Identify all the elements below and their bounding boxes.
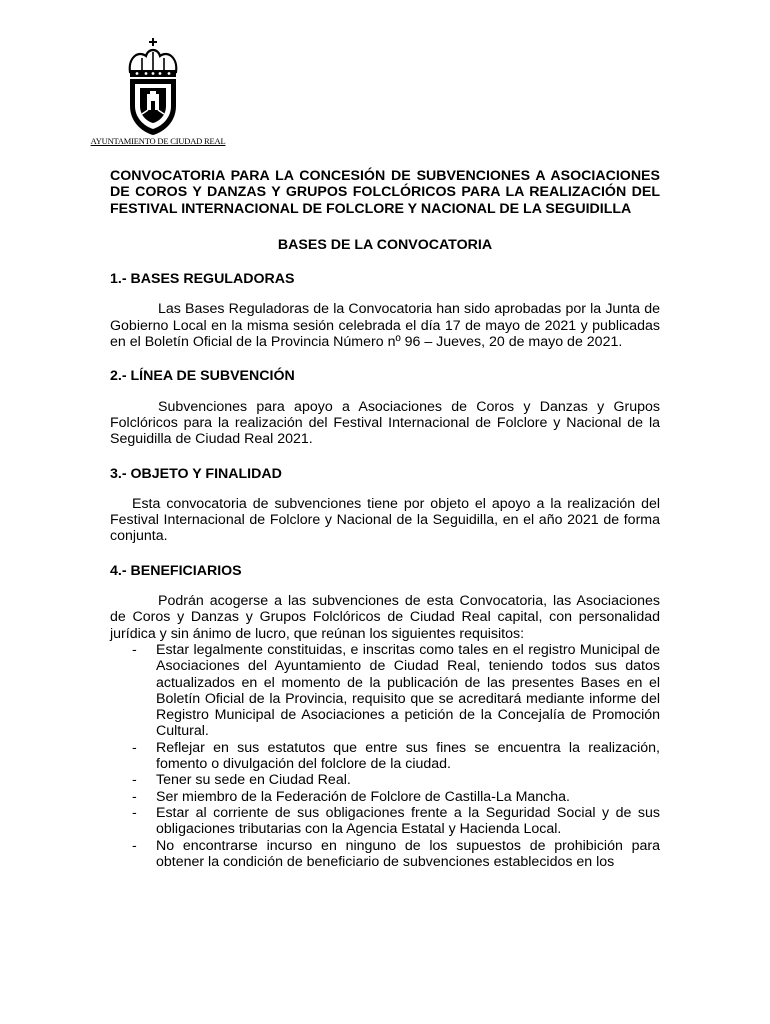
section-3-text: Esta convocatoria de subvenciones tiene por objeto el apoyo a la realización del Festival Internacional de Folclore y Nacional de la Seguidilla, en el año 2021 de forma conjunta. xyxy=(110,495,660,545)
bullet-dash: - xyxy=(132,804,137,821)
bullet-dash: - xyxy=(132,772,137,789)
list-item xyxy=(110,740,660,773)
bullet-dash: - xyxy=(132,788,137,805)
list-item xyxy=(110,642,660,740)
bullet-dash: - xyxy=(132,641,137,658)
bullet-dash: - xyxy=(132,837,137,854)
document-subtitle: BASES DE LA CONVOCATORIA xyxy=(277,236,493,253)
requirement-text: Estar legalmente constituidas, e inscritas como tales en el registro Municipal de Asociaciones del Ayuntamiento de Ciudad Real, teniendo todos sus datos actualizados en el momento de la publicación de las presentes Bases en el Boletín Oficial de la Provincia, requisito que se acreditará mediante informe del Registro Municipal de Asociaciones a petición de la Concejalía de Promoción Cultural. xyxy=(156,641,660,740)
document-body xyxy=(110,168,660,870)
bullet-dash: - xyxy=(132,739,137,756)
section-2-heading: 2.- LÍNEA DE SUBVENCIÓN xyxy=(110,368,295,385)
requirement-text: Tener su sede en Ciudad Real. xyxy=(156,772,351,789)
section-3-heading: 3.- OBJETO Y FINALIDAD xyxy=(110,465,282,482)
list-item xyxy=(110,789,660,805)
requirements-list xyxy=(110,642,660,870)
requirement-text: No encontrarse incurso en ninguno de los supuestos de prohibición para obtener la condición de beneficiario de subvenciones establecidos en los xyxy=(156,837,660,870)
list-item xyxy=(110,838,660,871)
list-item xyxy=(110,772,660,788)
city-council-logo xyxy=(78,36,238,156)
section-4-heading: 4.- BENEFICIARIOS xyxy=(110,562,242,579)
section-4-text: Podrán acogerse a las subvenciones de esta Convocatoria, las Asociaciones de Coros y Danzas y Grupos Folclóricos de Ciudad Real capital, con personalidad jurídica y sin ánimo de lucro, que reúnan los siguientes requisitos: xyxy=(110,593,660,642)
logo-caption: AYUNTAMIENTO DE CIUDAD REAL xyxy=(90,136,226,146)
requirement-text: Reflejar en sus estatutos que entre sus fines se encuentra la realización, fomento o divulgación del folclore de la ciudad. xyxy=(156,739,660,773)
crown-shield-emblem-icon xyxy=(122,36,184,136)
requirement-text: Estar al corriente de sus obligaciones frente a la Seguridad Social y de sus obligaciones tributarias con la Agencia Estatal y Hacienda Local. xyxy=(156,804,660,838)
list-item xyxy=(110,805,660,838)
document-title: CONVOCATORIA PARA LA CONCESIÓN DE SUBVENCIONES A ASOCIACIONES DE COROS Y DANZAS Y GRUPOS FOLCLÓRICOS PARA LA REALIZACIÓN DEL FESTIVAL INTERNACIONAL DE FOLCLORE Y NACIONAL DE LA SEGUIDILLA xyxy=(110,168,660,217)
section-1-heading: 1.- BASES REGULADORAS xyxy=(110,271,295,288)
section-2-text: Subvenciones para apoyo a Asociaciones de Coros y Danzas y Grupos Folclóricos para la realización del Festival Internacional de Folclore y Nacional de la Seguidilla de Ciudad Real 2021. xyxy=(110,398,660,448)
requirement-text: Ser miembro de la Federación de Folclore de Castilla-La Mancha. xyxy=(156,788,571,805)
section-1-text: Las Bases Reguladoras de la Convocatoria han sido aprobadas por la Junta de Gobierno Local en la misma sesión celebrada el día 17 de mayo de 2021 y publicadas en el Boletín Oficial de la Provincia Número nº 96 – Jueves, 20 de mayo de 2021. xyxy=(110,301,660,351)
